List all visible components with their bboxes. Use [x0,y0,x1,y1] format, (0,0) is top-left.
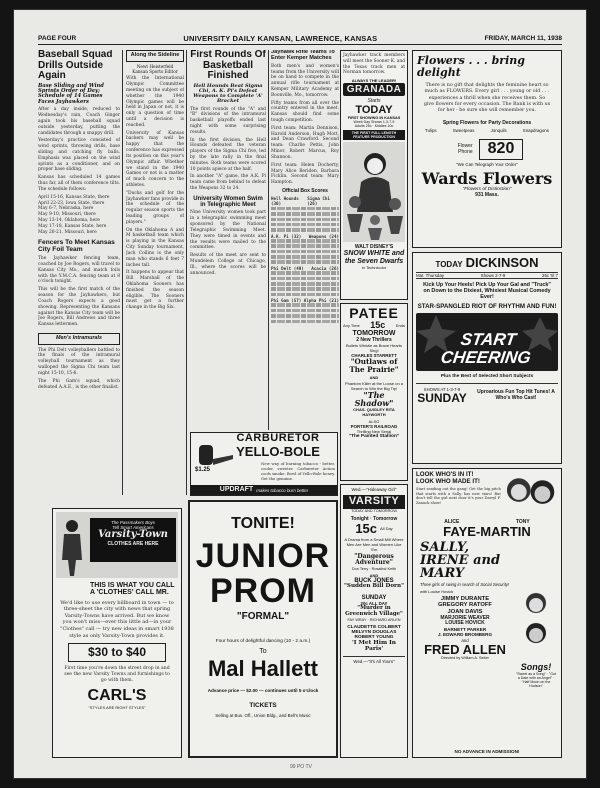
prom-line2: PROM [210,572,316,611]
sally-fred: FRED ALLEN [424,641,506,657]
varsity-town-ad [52,508,182,758]
page-header [38,32,562,45]
prom-tickets: TICKETS [249,701,277,709]
prom-tonite: TONITE! [231,515,295,532]
varsity-star4b: MELVYN DOUGLAS [351,629,397,635]
flowers-title: Flowers . . . bring delight [417,54,525,79]
dickinson-times-mid: Shows 2-7-9 [480,272,506,278]
text-rifle-1: Both men's and women's teams from the University will be on hand to compete in the annual rifle tournament at Kemper Military Academy at Boonville, Mo., tomorrow. [271,63,339,98]
varsity-star3: FAY WRAY · RICHARD ARLEN [347,617,401,622]
text-swim-1: Nine University women took part in a telegraphic swimming meet sponsored by the National Telegraphic Swimming Meet. They were timed in events and the results were mailed to the committee. [190,210,266,251]
issue-date: FRIDAY, MARCH 11, 1938 [484,34,562,42]
text-intramurals-1: The Phi Delt volleyballers battled to the finals of the intramural volleyball tournament as they walloped the Sigma Chi team last night 15-10, 15-6. [38,347,120,376]
flowers-tagline: Spring Flowers for Party Decorations [442,119,532,126]
box-score [271,196,339,323]
patee-ad [340,303,408,481]
varsity-town-banner2: Tell Smart Americans [112,525,154,530]
patee-price: 15c [370,319,386,330]
carburetor-ad [190,432,338,496]
text-baseball-1: After a day inside, reduced to Wednesday's rain, Coach Ginger again took his baseball squad outside yesterday, putting the candidates through a snappy drill. [38,107,120,136]
sally-irene-mary-ad [412,468,562,758]
box-score-team: Weapons (24) [308,233,339,239]
dickinson-name: DICKINSON [465,255,539,270]
varsity-town-billboard [56,512,178,578]
granada-logo: GRANADA [343,83,405,96]
carburetor-price: $1.25 [195,467,211,473]
flower-type: Tulips [425,127,437,133]
text-baseball-2: Yesterday's practice consisted of wind sprints, throwing drills, base sliding and catching fly balls. Emphasis was placed on the wind sprints as a conditioner, and on proper base sliding. [38,138,120,173]
varsity-town-banner4: CLOTHES ARE HERE [107,540,159,547]
flowers-address: 931 Mass. [475,192,499,199]
text-sideline-2: University of Kansas backers may well be happy that the conference has expressed its position on this year's Olympic affair. Whether we stand in the 1940 Games or not is a matter of much concern to the athletes. [126,130,184,188]
patee-name: PATEE [349,305,399,321]
varsity-name: VARSITY [343,495,405,509]
varsity-star4c: ROBERT YOUNG [354,634,394,640]
schedule-item: April 22-23, Iowa State, there [38,200,105,206]
text-basketball-3: In another "A" game, the A.K. Pi team came from behind to defeat the Weapons 32 to 24. [190,174,266,192]
carburetor-body: New way of burning tobacco - better, cooler, sweeter. Carburetor Action cools smoke. Bowl of Yello-Bole honey. Get the genuine. [261,461,335,481]
dickinson-sunday-label: SHOWS AT 1-3-7-9 [423,386,461,392]
stars-portrait-illustration [503,472,558,516]
pipe-icon [195,441,235,481]
sally-cast [420,596,510,638]
flowers-phone: 820 [479,139,524,160]
dickinson-movie: START CHEERING [439,329,532,367]
varsity-wed: Wed.—"Hideaway Girl" [351,487,397,492]
headline-fencers: Fencers To Meet Kansas City Foil Team [38,239,115,254]
pipe-illustration [195,441,235,481]
sally-alice: ALICE [444,519,460,525]
headline-rifle: Jayhawk Rifle Teams To Enter Kemper Matches [271,50,335,61]
deck-basketball: Hell Hounds Beat Sigma Chi, A. K. Pi's Defeat Weapons to Complete 'A' Bracket [193,82,263,105]
sideline-byline: Newt Heisterfeld Kansan Sports Editor [132,63,178,75]
varsity-price: 15c [355,520,378,536]
dickinson-uproarious: Uproarious Fun Top Hit Tunes! A Who's Who Cast! [477,389,555,402]
box-score-team: A.K. Pi (32) [271,233,302,239]
box-score-team: Hell Hounds (30) [271,196,299,207]
granada-first-run: FIRST SHOWING IN KANSAS [347,116,401,121]
junior-prom-ad [188,500,338,758]
dickinson-times-left: Mat. Thursday [416,272,444,278]
schedule-list [38,195,120,236]
varsity-movie3: "Murder in Greenwich Village" [345,605,403,617]
box-score-team: Phi Gam (57) [271,298,302,304]
varsity-town-body: We'd like to use every billboard in town — to three-sheet the city with news that spring Varsity-Towns have arrived. But we know you won't miss—ever this little ad—in your "Clothes" call — try new ideas in smart 1938 style as only Varsity-Town provides it. [60,599,174,639]
flowers-sub: "Flowers of Distinction" [462,187,512,193]
patee-serial: PORTER'S RAILROAD [350,424,398,430]
varsity-star4a: CLAUDETTE COLBERT [347,624,401,630]
granada-leader: ALWAYS THE LEADER! [351,78,397,84]
text-basketball-2: In the first division, the Hell Hounds defeated the veteran players of the Sigma Chi five, led by the late rally in the final minutes. Both teams were scored 10 points apiece at the half. [190,137,266,172]
box-score-team: Acacia (26) [311,265,339,271]
box-score-team: Alpha Phi (21) [303,298,339,304]
prom-hours: Four hours of delightful dancing (10 - 2 a.m.) [215,638,311,644]
granada-times: Week Day Shows 1-3-7-9 [353,120,395,125]
dickinson-times-right: 25c 'til 7 [542,272,558,278]
prom-to: To [259,647,267,655]
prom-line1: JUNIOR [195,536,331,575]
patee-serial-name: "The Painted Stallion" [348,434,400,440]
carls-tag: "STYLES ARE RIGHT STYLES" [88,704,146,710]
varsity-town-price: $30 to $40 [68,643,166,662]
flowers-wire: "We Can Telegraph Your Order" [456,161,518,167]
varsity-star1: Don Terry · Rosalind Keith [351,566,397,571]
text-fencers-2: This will be the first match of the season for the Jayhawkers, but Coach Rogers expects a good showing. Representing the Kansans against the Kansas City team will be Joe Rogers, Bill Andrews and three Kansas lettermen. [38,287,120,328]
carburetor-footer: UPDRAFT [219,486,254,494]
varsity-town-banner3: Varsity-Town [98,529,168,540]
flowers-ad [412,50,562,248]
varsity-town-banner1: The Passmakers Boys [111,520,155,525]
sally-songs-list: "Sweet as a Song" · "Got a Date with an Angel" · "Half Moon on the Hudson" [516,672,556,689]
text-fencers-1: The Jayhawker fencing team, coached by Joe Rogers, will travel to Kansas City Mo., and match foils with the Y.M.C.A. fencing team at 8 o'clock tonight. [38,256,120,285]
varsity-movie1: "Dangerous Adventure" [354,553,394,567]
dickinson-times [416,272,558,279]
patee-tomorrow: TOMORROW [352,330,396,338]
column-rule [268,50,269,430]
dickinson-today: TODAY [435,260,463,269]
sally-pitch2: LOOK WHO MADE IT! [416,477,480,485]
varsity-movie4: 'I Met Him In Paris' [351,639,397,652]
cast-member: JIMMY DURANTE [440,595,490,602]
sally-songs: Songs! [520,662,552,672]
text-track-rail: Jayhawker track members will meet the Sooner K. and the Texas track men at Norman tomorrow. [343,53,406,76]
flower-type: Sweetpeas [452,127,475,133]
flower-type: Jonquils [490,127,507,133]
varsity-sunday: SUNDAY [361,594,387,601]
column-rule [122,50,123,495]
text-baseball-3: Kansas has scheduled 14 games thus far, all of them conference tilts. The schedule follows: [38,175,120,192]
column-2 [126,50,184,500]
varsity-sub: TODAY AND TOMORROW [351,508,397,513]
cast-member: J. EDWARD BROMBERG [437,632,493,638]
masthead: UNIVERSITY DAILY KANSAN, LAWRENCE, KANSAS [183,33,378,43]
schedule-item: May 20-21, Missouri, here [38,229,97,235]
cast-member: MARJORIE WEAVER [440,614,490,621]
text-sideline-4: On the Oklahoma A and M basketball team which is playing in the Kansas City Sunday tournament, Jack Collins is the only man who stands 6 feet 7 inches tall. [126,227,184,268]
flower-type: Snapdragons [522,127,549,133]
sally-movie: SALLY, IRENE and MARY [420,539,501,581]
patee-chapter: Thrilling New Serial [356,429,392,435]
patee-movie1: "Outlaws of The Prairie" [349,357,399,375]
varsity-and: AND [369,572,379,578]
schedule-item: May 17-18, Kansas State, here [38,223,107,229]
carburetor-footer-sub: makes tobacco burn better [256,487,309,493]
schedule-item: May 6-7, Nebraska, here [38,206,94,212]
patee-star1: CHARLES STARRETT [351,353,397,359]
varsity-sunday-price: 20c ALL DAY [360,601,388,607]
varsity-town-headline: THIS IS WHAT YOU CALL A 'CLOTHES' CALL MR. [90,582,175,597]
snow-white-illustration [343,142,405,242]
sally-and: and [461,637,469,643]
text-rifle-2: Fifty teams from all over the country entered in the meet. Kansas should find some tough competition. [271,100,339,124]
text-rifle-3: First team: Martin Dennison, Harold Anderson, Hugh Mott, and Dean Crawford. Second team: Charlie Pettis, John Minor, Robert Marcus, Roy Shannon. [271,125,339,160]
text-sideline-5: It happens to appear that Bill Marshall of the Oklahoma Sooners has finished the season eligible. The Sooners must get a further change in the Big Six. [126,270,184,311]
varsity-town-footer: First time you're down the street drop in and see the new Varsity Towns and furnishings to go with them. [64,665,170,683]
text-sideline-1: With the International Olympic Committee meeting on the subject of whether the 1940 Olympic games will be held in Japan or not, it is only a question of time until a decision is reached. [126,76,184,128]
cast-member: GREGORY RATOFF [438,602,492,609]
flowers-types [417,128,557,133]
headline-swim: University Women Swim in Telegraphic Meet [193,195,263,209]
prom-formal: "FORMAL" [236,611,290,623]
cast-member: LOUISE HOVICK [445,620,485,627]
intramurals-box-head: Men's Intramurals [38,333,120,345]
cast-member: JOAN DAVIS [447,608,483,615]
varsity-star2: BUCK JONES [354,577,394,584]
cast-member: BARNETT PARKER [443,627,487,633]
text-swim-2: Results of the meet are sent to Mundelein College at Chicago, Ill., where the scores will be announced. [190,253,266,276]
dickinson-plus: Plus the Best of Selected Short Subjects [440,373,534,379]
prom-where: Selling at Bus. Off., Union Bldg., and Bell's Music [215,713,311,719]
varsity-wed2: Wed.—"It's All Yours" [343,656,405,664]
granada-today: TODAY [355,104,393,117]
varsity-desc: A Drama from a Small Mill Where Men Are Men and Women Like 'Em [344,537,404,553]
dickinson-pitch: Kick Up Your Heels! Pick Up Your Gal and "Truck" on Down to the Dixiest, Whixiest Musical Comedy Ever! [423,281,551,300]
text-sideline-3: "Ducks and golf for the Jayhawker fans provide in the schedule of the regular season sports the leading groups of players." [126,190,184,225]
singers-illustration [515,589,557,659]
granada-movie: SNOW WHITE and the Seven Dwarfs [343,250,405,265]
patee-any-time: Any Time [343,322,360,328]
headline-boxscores: Official Box Scores [282,187,328,194]
column-3 [190,50,266,430]
patee-also: ALSO [368,419,380,425]
sally-director: Directed by William A. Seiter [441,656,489,661]
granada-disney: WALT DISNEY'S [354,244,394,251]
sally-pitch3: Start sending out the gang! Get the big pitch that starts with a Sally, has new stars! But don't tell the girl next door it's your Darryl F. Zanuck show! [416,487,501,506]
page-number: PAGE FOUR [38,34,77,42]
sally-admission: NO ADVANCE IN ADMISSION! [454,749,520,754]
dwarfs-drawing [343,142,405,242]
patee-sub2: Phantom Killer at the Loose on a Search to Win the Big Tip! [344,380,404,391]
granada-ad [340,50,408,300]
flowers-phone-label: Flower Phone [457,143,473,156]
start-cheering-banner [416,313,558,371]
box-score-team: Phi Delt (49) [271,265,304,271]
dickinson-rhythm: STAR-SPANGLED RIOT OF RHYTHM AND FUN! [417,302,557,310]
text-basketball-1: The first rounds of the "A" and "B" divisions of the intramural basketball playoffs ended last night with some surprising results. [190,106,266,135]
patee-new-thrillers: 2 New Thrillers [356,337,392,344]
carls-store: CARL'S [87,687,147,705]
text-rifle-4: First team: Helen Docherty, Mary Alice Beriden, Barbara Ficklin. Second team: Mary Hampton. [271,162,339,186]
prom-band: Mal Hallett [207,655,319,681]
varsity-movie2: "Sudden Bill Dorn" [344,583,404,590]
carburetor-title: CARBURETOR [236,432,320,444]
varsity-tonight: Tonight · Tomorrow [350,515,398,522]
dickinson-ad [412,252,562,464]
varsity-ad [340,484,408,758]
headline-basketball: First Rounds Of Basketball Finished [190,50,266,81]
granada-starts: Starts [367,98,381,105]
granada-prices: Adults 25c · Kiddies 10c [354,124,394,129]
prom-price: Advance price — $2.00 — continues until 5 o'clock [207,687,319,693]
granada-color: in Technicolor [361,264,387,270]
column-4 [271,50,339,430]
patee-ends: Ends [395,322,405,328]
schedule-item: May 13-14, Oklahoma, here [38,217,100,223]
flowers-body: There is no gift that delights the feminine heart so much as FLOWERS. Every girl . . . young or old . . . experiences a thrill when she receives them. So give flowers for every occasion. The Bank is with us for her - be sure she will remember you. [423,83,551,114]
varsity-all-day: All Day [380,525,393,531]
deck-baseball: Base Sliding and Wind Sprints Order of Day; Schedule of 14 Games Faces Jayhawkers [38,82,104,105]
box-score-team: Sigma Chi (26) [307,196,330,207]
sally-cast-with: with Louise Hovick [420,588,454,594]
schedule-item: May 9-10, Missouri, there [38,212,96,218]
sideline-box-head: Along the Sideline [126,50,184,62]
sally-pitch1: LOOK WHO'S IN IT! [416,471,474,478]
carburetor-brand: YELLO-BOLE [236,443,320,459]
flowers-shop: Wards Flowers [421,168,553,188]
granada-banner: THE FIRST FULL LENGTH FEATURE PRODUCTION [343,130,405,140]
headline-baseball: Baseball Squad Drills Outside Again [38,50,113,81]
page-footer-mark: 99 PO TV [290,764,312,770]
schedule-item: April 15-16, Kansas State, there [38,194,110,200]
sally-tony: TONY [515,519,530,525]
patee-and: AND [369,374,379,380]
sally-blurb: Three girls of swing in search of Social Security! [420,581,510,587]
dickinson-sunday: SUNDAY [417,390,467,405]
patee-star2: CHAS. QUIGLEY RITA HAYWORTH [353,407,395,418]
patee-sub1: Bullets Whistle as Brave Hearts Sing! [345,343,403,354]
patee-movie2: "The Shadow" [354,389,394,408]
column-rule [186,50,187,495]
text-intramurals-2: The Phi Gam's squad, which defeated A.A.E., is the other finalist. [38,378,120,390]
sally-stars: FAYE-MARTIN [443,524,531,539]
